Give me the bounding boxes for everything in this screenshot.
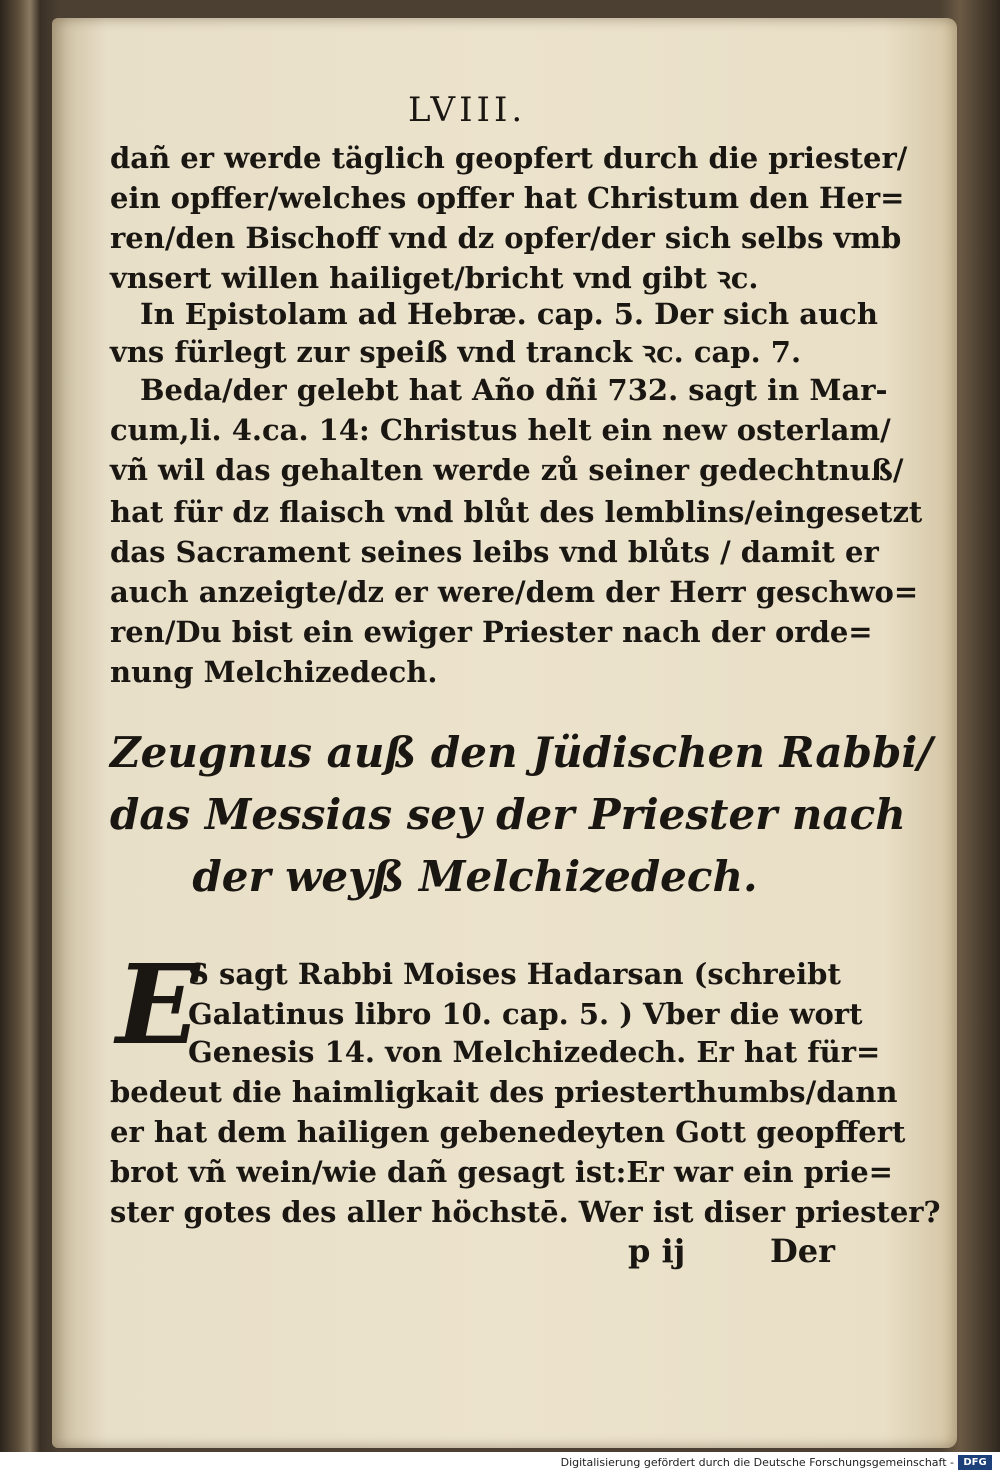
section-heading-line: der weyß Melchizedech.	[192, 852, 758, 901]
text-line: brot vñ wein/wie dañ gesagt ist:Er war ein prie=	[110, 1155, 893, 1189]
text-line: Galatinus libro 10. cap. 5. ) Vber die wort	[188, 997, 863, 1031]
text-line: hat für dz flaisch vnd blůt des lemblins/eingesetzt	[110, 495, 923, 529]
text-line: ren/Du bist ein ewiger Priester nach der orde=	[110, 615, 873, 649]
text-line: nung Melchizedech.	[110, 655, 438, 689]
signature-mark: p ij	[628, 1232, 686, 1270]
text-line: auch anzeigte/dz er were/dem der Herr geschwo=	[110, 575, 919, 609]
footer-credit: Digitalisierung gefördert durch die Deutsche Forschungsgemeinschaft -	[560, 1456, 954, 1469]
text-line: cum,li. 4.ca. 14: Christus helt ein new osterlam/	[110, 413, 891, 447]
catchword: Der	[770, 1232, 835, 1270]
text-line: ren/den Bischoff vnd dz opfer/der sich selbs vmb	[110, 221, 902, 255]
decorative-initial: E	[116, 940, 200, 1069]
text-line: ein opffer/welches opffer hat Christum den Her=	[110, 181, 905, 215]
section-heading-line: das Messias sey der Priester nach	[110, 790, 906, 839]
text-line: vnsert willen hailiget/bricht vnd gibt ꝛc.	[110, 261, 759, 295]
text-line: Genesis 14. von Melchizedech. Er hat für=	[188, 1035, 881, 1069]
folio-number: LVIII.	[408, 90, 527, 130]
text-line: Beda/der gelebt hat Año dñi 732. sagt in Mar-	[140, 373, 888, 407]
text-line: S sagt Rabbi Moises Hadarsan (schreibt	[188, 957, 841, 991]
footer-bar	[0, 1452, 1000, 1474]
text-line: vns fürlegt zur speiß vnd tranck ꝛc. cap. 7.	[110, 335, 802, 369]
text-line: vñ wil das gehalten werde zů seiner gedechtnuß/	[110, 453, 904, 487]
dfg-logo: DFG	[958, 1455, 992, 1470]
text-line: ster gotes des aller höchstē. Wer ist diser priester?	[110, 1195, 941, 1229]
text-line: das Sacrament seines leibs vnd blůts / damit er	[110, 535, 879, 569]
text-line: bedeut die haimligkait des priesterthumbs/dann	[110, 1075, 898, 1109]
text-line: In Epistolam ad Hebræ. cap. 5. Der sich auch	[140, 297, 878, 331]
text-line: er hat dem hailigen gebenedeyten Gott geopffert	[110, 1115, 906, 1149]
section-heading-line: Zeugnus auß den Jüdischen Rabbi/	[110, 728, 933, 777]
text-line: dañ er werde täglich geopfert durch die priester/	[110, 141, 908, 175]
